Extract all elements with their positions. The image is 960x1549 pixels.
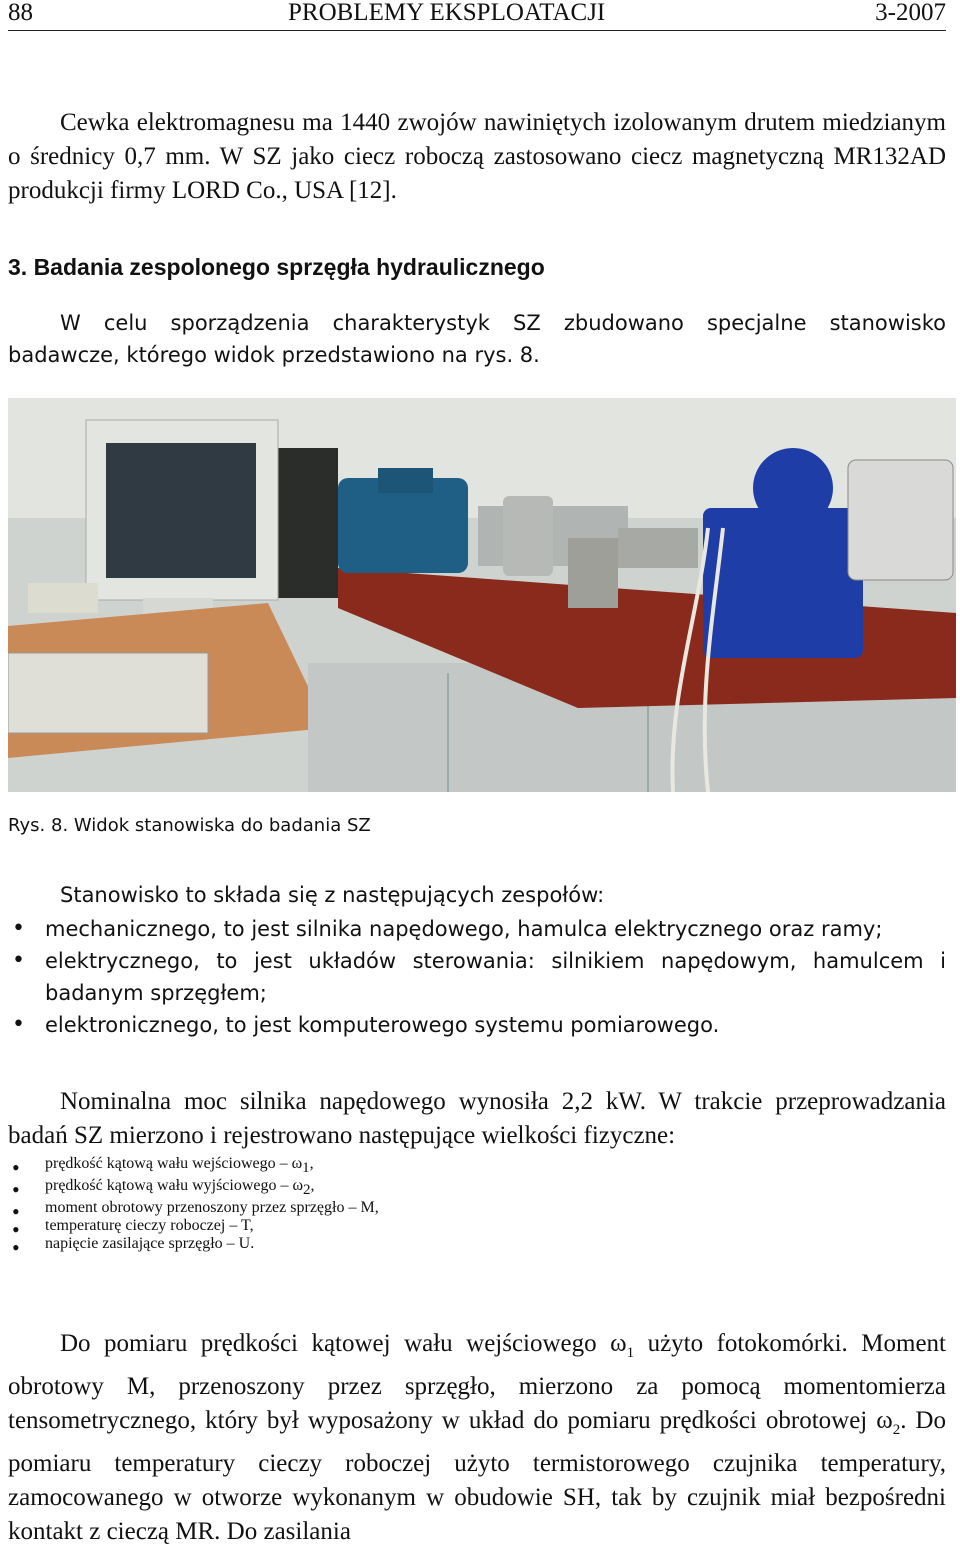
components-list (8, 913, 946, 1041)
paragraph-coil: Cewka elektromagnesu ma 1440 zwojów nawiniętych izolowanym drutem miedzianym o średnicy 0,7 mm. W SZ jako ciecz roboczą zastosowano ciecz magnetyczną MR132AD produkcji firmy LORD Co., USA [12]. (8, 109, 946, 204)
list-item: • temperaturę cieczy roboczej – T, (8, 1217, 946, 1235)
list-item: • mechanicznego, to jest silnika napędowego, hamulca elektrycznego oraz ramy; (8, 913, 946, 945)
issue-number: 3-2007 (875, 0, 946, 26)
list-item: • prędkość kątową wału wyjściowego – $\omega_2$, (8, 1177, 946, 1199)
figure-caption: Rys. 8. Widok stanowiska do badania SZ (8, 815, 371, 836)
list-item: • moment obrotowy przenoszony przez sprzęgło – M, (8, 1199, 946, 1217)
test-stand-photo (8, 398, 956, 792)
page-number: 88 (8, 0, 33, 26)
list-item: • elektrycznego, to jest układów sterowania: silnikiem napędowym, hamulcem i badanym sprzęgłem; (8, 945, 946, 1009)
paragraph-stand-composition: Stanowisko to składa się z następujących zespołów: (60, 883, 605, 907)
list-item: • napięcie zasilające sprzęgło – U. (8, 1235, 946, 1253)
list-item: • elektronicznego, to jest komputerowego systemu pomiarowego. (8, 1009, 946, 1041)
paragraph-measurement-methods: Do pomiaru prędkości kątowej wału wejściowego $\omega_1$ użyto fotokomórki. Moment obrotowy M, przenoszony przez sprzęgło, mierzono za pomocą momentomierza tensometrycznego, który był wyposażony w układ do pomiaru prędkości obrotowej $\omega_2$. Do pomiaru temperatury cieczy roboczej użyto termistorowego czujnika temperatury, zamocowanego w otworze wykonanym w obudowie SH, tak by czujnik miał bezpośredni kontakt z cieczą MR. Do zasilania (8, 1330, 946, 1545)
section-title: 3. Badania zespolonego sprzęgła hydraulicznego (8, 254, 545, 280)
paragraph-test-stand: W celu sporządzenia charakterystyk SZ zbudowano specjalne stanowisko badawcze, którego widok przedstawiono na rys. 8. (8, 311, 946, 367)
measured-quantities-list (8, 1155, 946, 1253)
paragraph-measured-quantities: Nominalna moc silnika napędowego wynosiła 2,2 kW. W trakcie przeprowadzania badań SZ mierzono i rejestrowano następujące wielkości fizyczne: (8, 1088, 946, 1149)
journal-name: PROBLEMY EKSPLOATACJI (288, 0, 606, 26)
page-header (8, 0, 946, 31)
list-item: • prędkość kątową wału wejściowego – $\omega_1$, (8, 1155, 946, 1177)
